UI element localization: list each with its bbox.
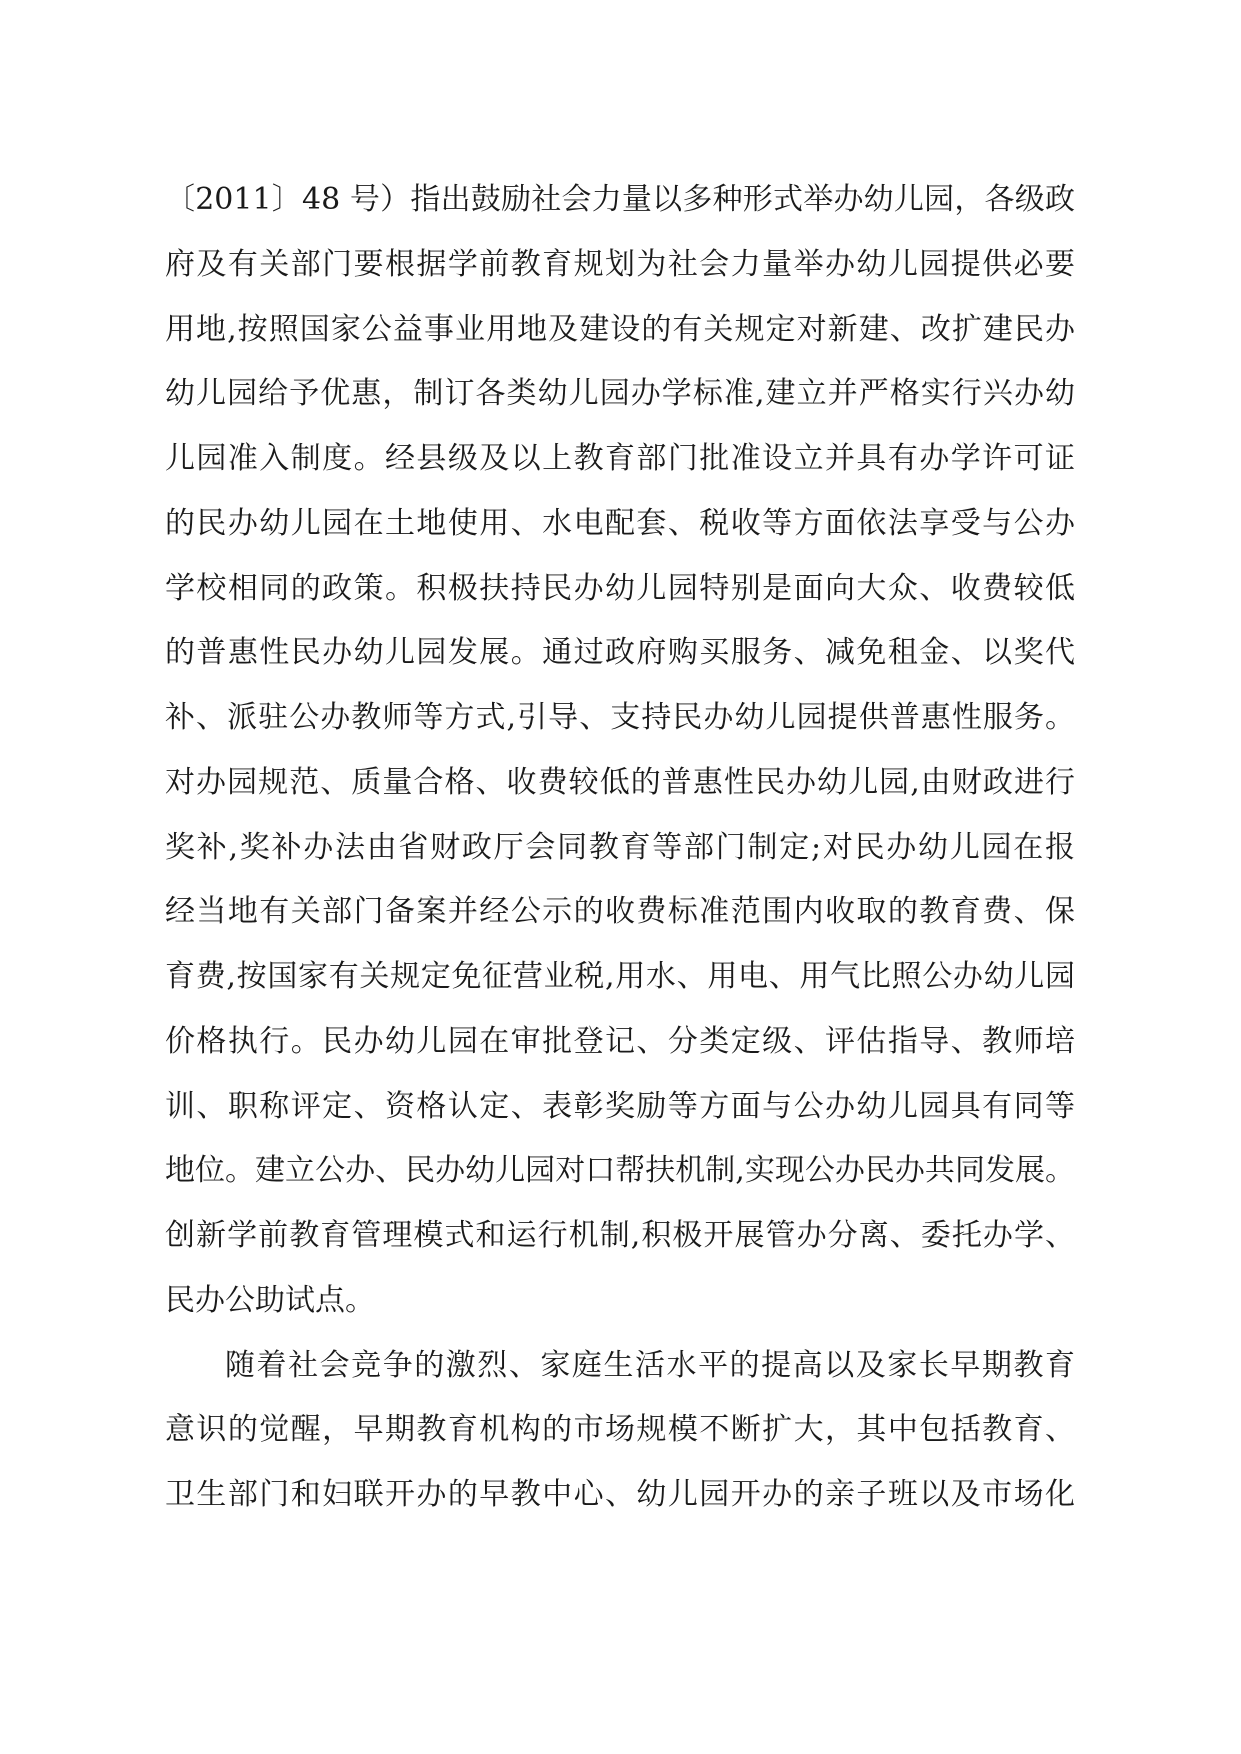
text-line: 府及有关部门要根据学前教育规划为社会力量举办幼儿园提供必要 — [165, 246, 1075, 282]
text-line: 的普惠性民办幼儿园发展。通过政府购买服务、减免租金、以奖代 — [165, 635, 1075, 671]
paragraph-2 — [165, 1334, 1075, 1528]
text-line: 儿园准入制度。经县级及以上教育部门批准设立并具有办学许可证 — [165, 441, 1075, 476]
text-line: 用地,按照国家公益事业用地及建设的有关规定对新建、改扩建民办 — [165, 311, 1075, 347]
text-line: 育费,按国家有关规定免征营业税,用水、用电、用气比照公办幼儿园 — [165, 959, 1075, 994]
text-line: 卫生部门和妇联开办的早教中心、幼儿园开办的亲子班以及市场化 — [165, 1477, 1075, 1512]
text-line: 训、职称评定、资格认定、表彰奖励等方面与公办幼儿园具有同等 — [165, 1088, 1075, 1124]
text-line: 的民办幼儿园在土地使用、水电配套、税收等方面依法享受与公办 — [165, 505, 1075, 541]
text-line: 〔2011〕48 号）指出鼓励社会力量以多种形式举办幼儿园，各级政 — [165, 182, 1075, 217]
text-line: 经当地有关部门备案并经公示的收费标准范围内收取的教育费、保 — [165, 894, 1075, 930]
text-line: 价格执行。民办幼儿园在审批登记、分类定级、评估指导、教师培 — [165, 1023, 1075, 1059]
text-line: 学校相同的政策。积极扶持民办幼儿园特别是面向大众、收费较低 — [165, 570, 1075, 606]
paragraph-1 — [165, 168, 1075, 1334]
text-line: 民办公助试点。 — [165, 1282, 375, 1318]
text-line: 随着社会竞争的激烈、家庭生活水平的提高以及家长早期教育 — [225, 1347, 1075, 1383]
text-line: 对办园规范、质量合格、收费较低的普惠性民办幼儿园,由财政进行 — [165, 764, 1075, 800]
text-line: 意识的觉醒，早期教育机构的市场规模不断扩大，其中包括教育、 — [165, 1412, 1075, 1448]
text-line: 幼儿园给予优惠，制订各类幼儿园办学标准,建立并严格实行兴办幼 — [165, 376, 1075, 412]
text-line: 地位。建立公办、民办幼儿园对口帮扶机制,实现公办民办共同发展。 — [165, 1153, 1075, 1189]
text-line: 奖补,奖补办法由省财政厅会同教育等部门制定;对民办幼儿园在报 — [165, 829, 1075, 865]
text-line: 创新学前教育管理模式和运行机制,积极开展管办分离、委托办学、 — [165, 1218, 1075, 1253]
body-text — [165, 168, 1075, 1528]
text-line: 补、派驻公办教师等方式,引导、支持民办幼儿园提供普惠性服务。 — [165, 700, 1075, 735]
